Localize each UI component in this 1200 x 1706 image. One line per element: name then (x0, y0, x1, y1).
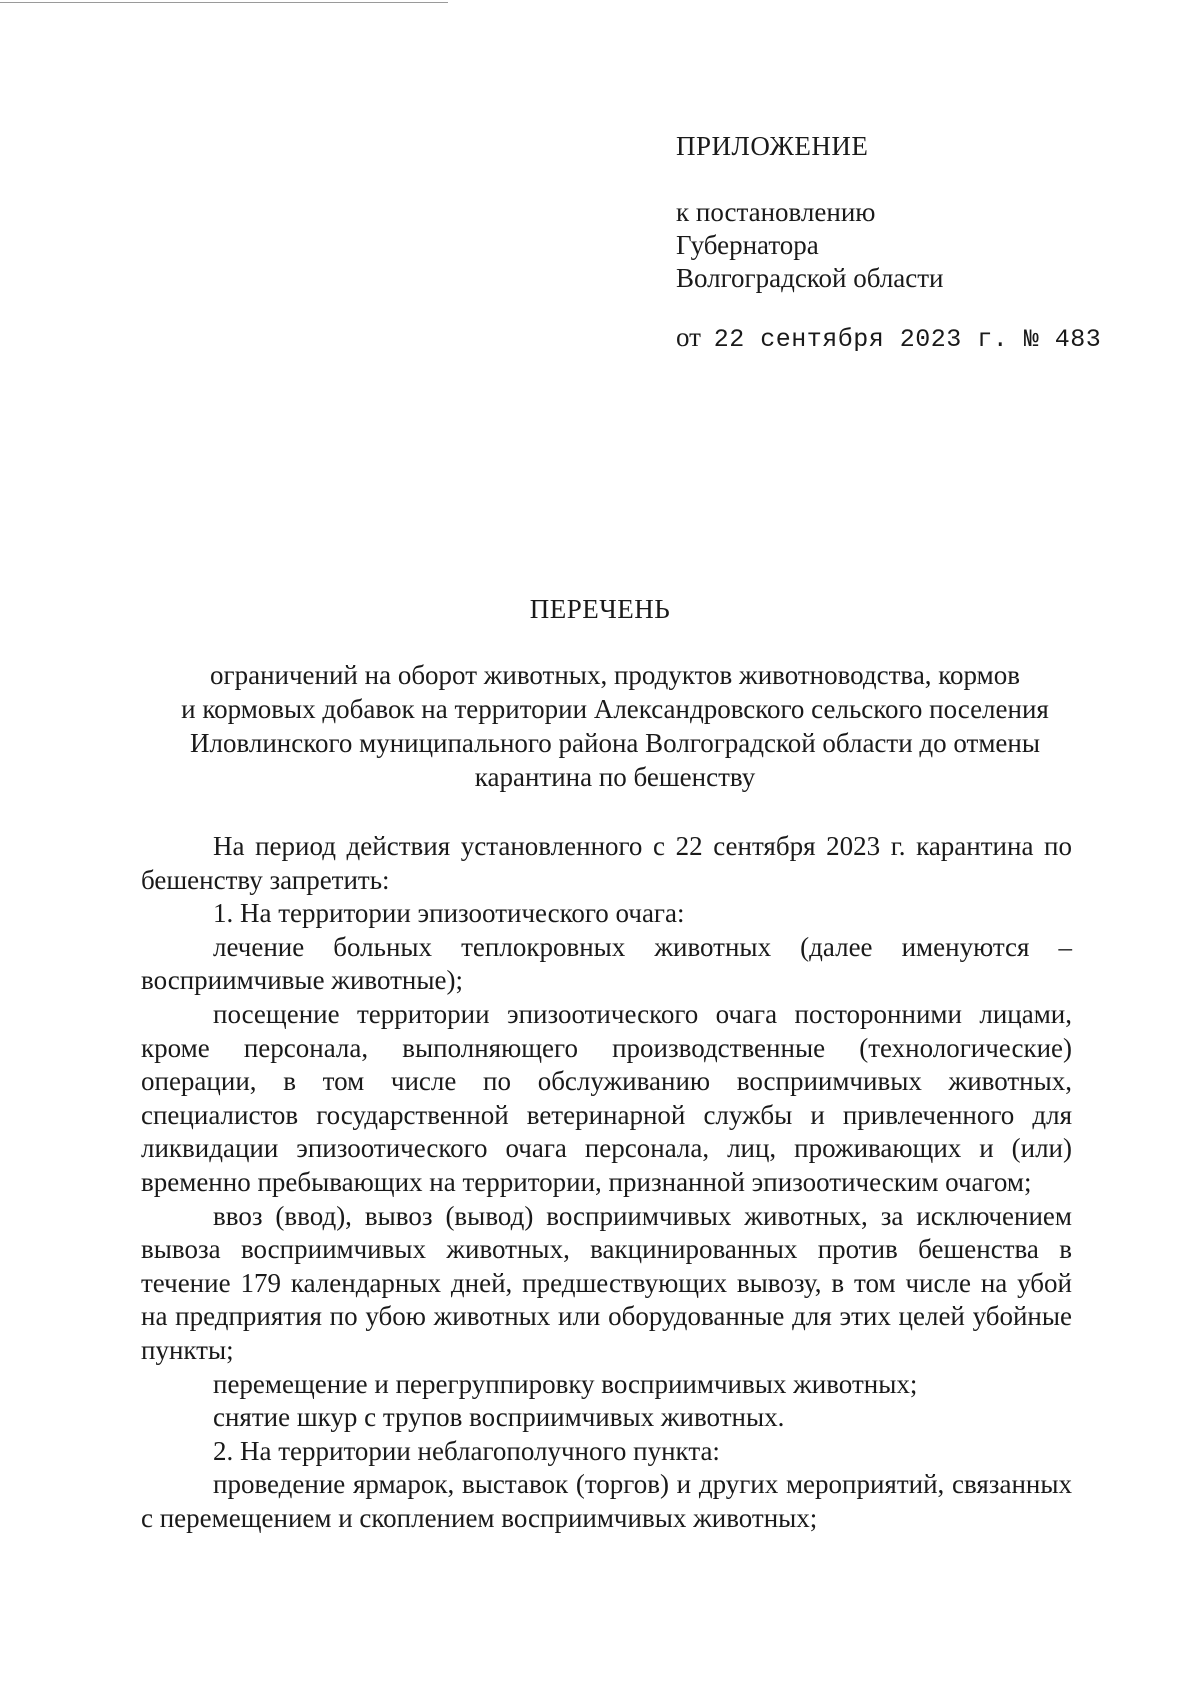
subtitle-line: и кормовых добавок на территории Александровского сельского поселения (181, 694, 1049, 724)
appendix-date (676, 321, 1101, 355)
body-paragraph: проведение ярмарок, выставок (торгов) и других мероприятий, связанных с перемещением и скоплением восприимчивых животных; (141, 1469, 1072, 1533)
body-paragraph: 2. На территории неблагополучного пункта: (213, 1435, 720, 1466)
document-body (141, 830, 1072, 1535)
appendix-reference-line: Волгоградской области (676, 263, 944, 294)
date-value: 22 сентября 2023 г. № 483 (713, 325, 1102, 355)
body-paragraph: На период действия установленного с 22 сентября 2023 г. карантина по бешенству запретить: (141, 831, 1072, 895)
document-subtitle (160, 658, 1070, 794)
appendix-reference-line: к постановлению (676, 197, 876, 228)
appendix-reference-line: Губернатора (676, 230, 819, 261)
body-paragraph: 1. На территории эпизоотического очага: (213, 898, 685, 929)
body-paragraph: снятие шкур с трупов восприимчивых животных. (213, 1402, 785, 1433)
subtitle-line: ограничений на оборот животных, продуктов животноводства, кормов (210, 660, 1020, 690)
scan-edge-line (0, 2, 448, 3)
body-paragraph: перемещение и перегруппировку восприимчивых животных; (213, 1368, 918, 1399)
body-paragraph: лечение больных теплокровных животных (далее именуются – восприимчивые животные); (141, 931, 1072, 996)
body-paragraph: ввоз (ввод), вывоз (вывод) восприимчивых животных, за исключением вывоза восприимчивых животных, вакцинированных против бешенства в течение 179 календарных дней, предшествующих вывозу, в том числе на убой на предприятия по убою животных или оборудованные для этих целей убойные пункты; (141, 1200, 1072, 1365)
date-prefix: от (676, 322, 701, 353)
document-title: ПЕРЕЧЕНЬ (529, 594, 671, 624)
appendix-title: ПРИЛОЖЕНИЕ (676, 131, 869, 161)
subtitle-line: карантина по бешенству (474, 762, 756, 792)
appendix-block (676, 130, 1101, 355)
body-paragraph: посещение территории эпизоотического очага посторонними лицами, кроме персонала, выполняющего производственные (технологические) операции, в том числе по обслуживанию восприимчивых животных, специалистов государственной ветеринарной службы и привлеченного для ликвидации эпизоотического очага персонала, лиц, проживающих и (или) временно пребывающих на территории, признанной эпизоотическим очагом; (141, 998, 1072, 1197)
subtitle-line: Иловлинского муниципального района Волгоградской области до отмены (189, 728, 1041, 758)
appendix-reference (676, 196, 1101, 295)
